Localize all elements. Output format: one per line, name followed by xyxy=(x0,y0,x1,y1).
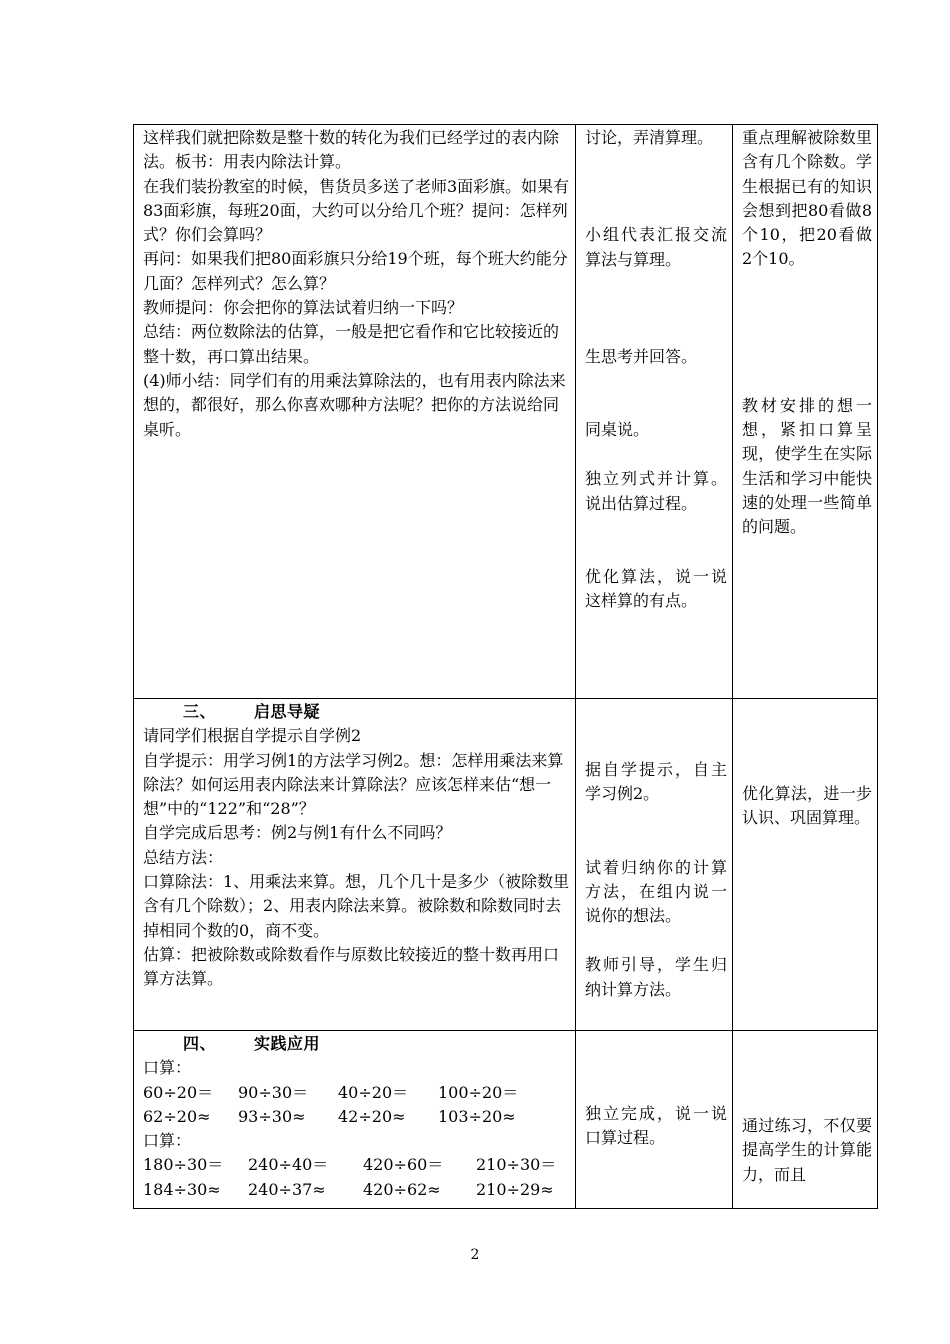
paragraph: 同桌说。 xyxy=(585,420,650,440)
paragraph: 通过练习，不仅要提高学生的计算能力，而且 xyxy=(742,1116,872,1184)
student-activity-cell xyxy=(576,1031,733,1209)
section-title: 启思导疑 xyxy=(254,702,321,721)
paragraph: 请同学们根据自学提示自学例2 xyxy=(143,726,362,746)
paragraph: 小组代表汇报交流算法与算理。 xyxy=(585,225,727,269)
exercise-item: 90÷30＝ xyxy=(238,1082,309,1102)
design-intent-cell xyxy=(733,125,878,699)
paragraph: 讨论，弄清算理。 xyxy=(585,128,714,147)
exercise-item: 60÷20＝ xyxy=(143,1082,214,1102)
paragraph: 这样我们就把除数是整十数的转化为我们已经学过的表内除法。板书：用表内除法计算。 xyxy=(143,128,560,172)
exercise-row xyxy=(143,1105,570,1129)
paragraph: (4)师小结：同学们有的用乘法算除法的，也有用表内除法来想的，都很好，那么你喜欢哪种方法呢？把你的方法说给同桌听。 xyxy=(143,370,566,439)
exercise-item: 180÷30＝ xyxy=(143,1155,224,1175)
paragraph: 教师提问：你会把你的算法试着归纳一下吗？ xyxy=(143,298,464,318)
lesson-plan-table xyxy=(133,124,878,1209)
paragraph: 试着归纳你的计算方法，在组内说一说你的想法。 xyxy=(585,857,727,926)
exercise-row xyxy=(143,1178,570,1202)
paragraph: 优化算法，说一说这样算的有点。 xyxy=(585,567,727,611)
paragraph: 独立完成，说一说口算过程。 xyxy=(585,1104,727,1148)
paragraph: 重点理解被除数里含有几个除数。学生根据已有的知识会想到把80看做8个10，把20看做2个10。 xyxy=(742,128,872,269)
teacher-activity-cell xyxy=(134,699,576,1031)
student-activity-cell xyxy=(576,125,733,699)
paragraph: 独立列式并计算。说出估算过程。 xyxy=(585,469,727,513)
teacher-activity-cell xyxy=(134,1031,576,1209)
table-row xyxy=(134,1031,878,1209)
table-row xyxy=(134,125,878,699)
exercise-item: 210÷29≈ xyxy=(476,1179,554,1199)
section-heading xyxy=(143,700,570,724)
teacher-activity-cell xyxy=(134,125,576,699)
paragraph: 生思考并回答。 xyxy=(585,346,698,366)
paragraph: 教师引导，学生归纳计算方法。 xyxy=(585,955,727,999)
design-intent-cell xyxy=(733,1031,878,1209)
exercise-item: 40÷20＝ xyxy=(338,1082,409,1102)
exercise-item: 420÷60＝ xyxy=(363,1155,444,1175)
design-intent-cell xyxy=(733,699,878,1031)
table-row xyxy=(134,699,878,1031)
exercise-item: 210÷30＝ xyxy=(476,1155,557,1175)
paragraph: 总结方法： xyxy=(143,847,224,867)
exercise-item: 420÷62≈ xyxy=(363,1179,441,1199)
exercise-row xyxy=(143,1081,570,1105)
paragraph: 口算除法：1、用乘法来算。想，几个几十是多少（被除数里含有几个除数）；2、用表内除法来算。被除数和除数同时去掉相同个数的0，商不变。 xyxy=(143,872,570,940)
paragraph: 估算：把被除数或除数看作与原数比较接近的整十数再用口算方法算。 xyxy=(143,944,560,989)
exercise-label: 口算： xyxy=(143,1058,192,1078)
paragraph: 自学提示：用学习例1的方法学习例2。想：怎样用乘法来算除法？如何运用表内除法来计算除法？应该怎样来估“想一想”中的“122”和“28”？ xyxy=(143,750,564,819)
paragraph: 教材安排的想一想，紧扣口算呈现，使学生在实际生活和学习中能快速的处理一些简单的问题。 xyxy=(742,395,872,537)
section-number: 三、 xyxy=(183,702,217,721)
student-activity-cell xyxy=(576,699,733,1031)
paragraph: 据自学提示，自主学习例2。 xyxy=(585,760,727,804)
exercise-item: 93÷30≈ xyxy=(238,1106,306,1126)
page-number: 2 xyxy=(470,1247,480,1263)
exercise-item: 62÷20≈ xyxy=(143,1106,211,1126)
paragraph: 自学完成后思考：例2与例1有什么不同吗？ xyxy=(143,823,452,843)
section-title: 实践应用 xyxy=(254,1034,321,1053)
exercise-item: 42÷20≈ xyxy=(338,1106,406,1126)
exercise-item: 240÷37≈ xyxy=(248,1179,326,1199)
paragraph: 总结：两位数除法的估算，一般是把它看作和它比较接近的整十数，再口算出结果。 xyxy=(143,322,560,366)
section-number: 四、 xyxy=(183,1034,217,1053)
exercise-label: 口算： xyxy=(143,1131,192,1151)
exercise-item: 184÷30≈ xyxy=(143,1179,221,1199)
paragraph: 再问：如果我们把80面彩旗只分给19个班，每个班大约能分几面？怎样列式？怎么算？ xyxy=(143,249,568,293)
section-heading xyxy=(143,1032,570,1056)
exercise-row xyxy=(143,1153,570,1177)
exercise-item: 240÷40＝ xyxy=(248,1155,329,1175)
paragraph: 在我们装扮教室的时候，售货员多送了老师3面彩旗。如果有83面彩旗，每班20面，大约可以分给几个班？提问：怎样列式？你们会算吗？ xyxy=(143,176,570,245)
exercise-item: 103÷20≈ xyxy=(438,1106,516,1126)
exercise-item: 100÷20＝ xyxy=(438,1082,519,1102)
paragraph: 优化算法，进一步认识、巩固算理。 xyxy=(742,784,872,828)
